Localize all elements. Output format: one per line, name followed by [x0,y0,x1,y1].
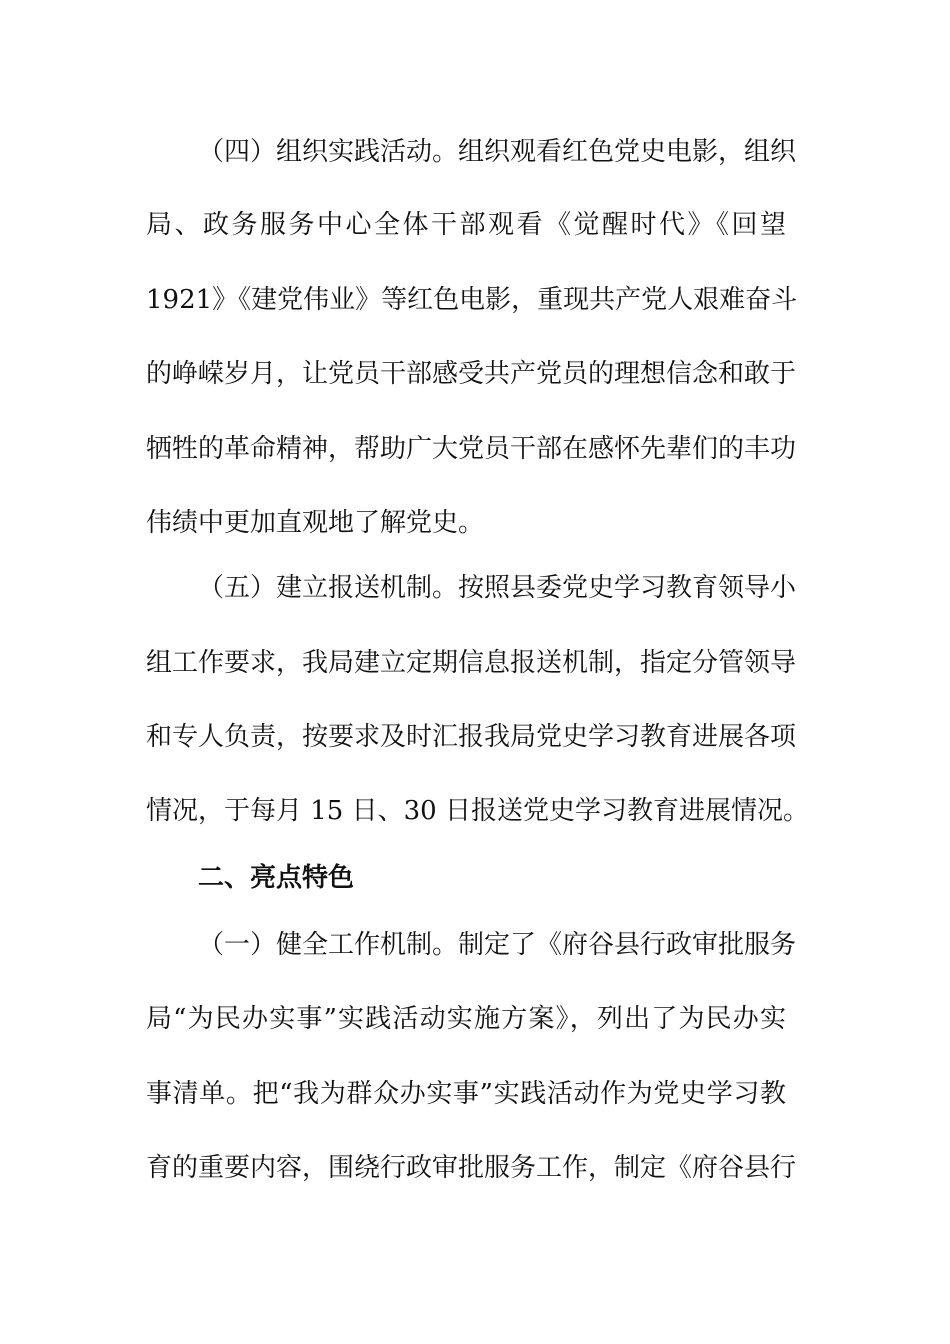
paragraph-5-line-3: 和专人负责，按要求及时汇报我局党史学习教育进展各项 [146,722,797,752]
paragraph-4-line-3: 1921》《建党伟业》等红色电影，重现共产党人艰难奋斗 [146,285,798,315]
paragraph-4-line-4: 的峥嵘岁月，让党员干部感受共产党员的理想信念和敢于 [146,359,797,389]
paragraph-4-line-2: 局、政务服务中心全体干部观看《觉醒时代》《回望 [146,210,786,240]
paragraph-5-line-1: （五）建立报送机制。按照县委党史学习教育领导小 [198,573,797,603]
section-paragraph-1-line-1: （一）健全工作机制。制定了《府谷县行政审批服务 [198,930,797,960]
paragraph-5-line-4: 情况，于每月 15 日、30 日报送党史学习教育进展情况。 [146,796,809,826]
section-paragraph-1-line-2: 局“为民办实事”实践活动实施方案》，列出了为民办实 [146,1004,786,1034]
section-paragraph-1-line-4: 育的重要内容，围绕行政审批服务工作，制定《府谷县行 [146,1153,797,1183]
paragraph-5-line-2: 组工作要求，我局建立定期信息报送机制，指定分管领导 [146,648,797,678]
paragraph-4-line-1: （四）组织实践活动。组织观看红色党史电影，组织 [198,137,797,167]
paragraph-4-line-6: 伟绩中更加直观地了解党史。 [146,508,485,538]
section-paragraph-1-line-3: 事清单。把“我为群众办实事”实践活动作为党史学习教 [146,1079,786,1109]
section-heading: 二、亮点特色 [198,863,355,893]
paragraph-4-line-5: 牺牲的革命精神，帮助广大党员干部在感怀先辈们的丰功 [146,434,797,464]
